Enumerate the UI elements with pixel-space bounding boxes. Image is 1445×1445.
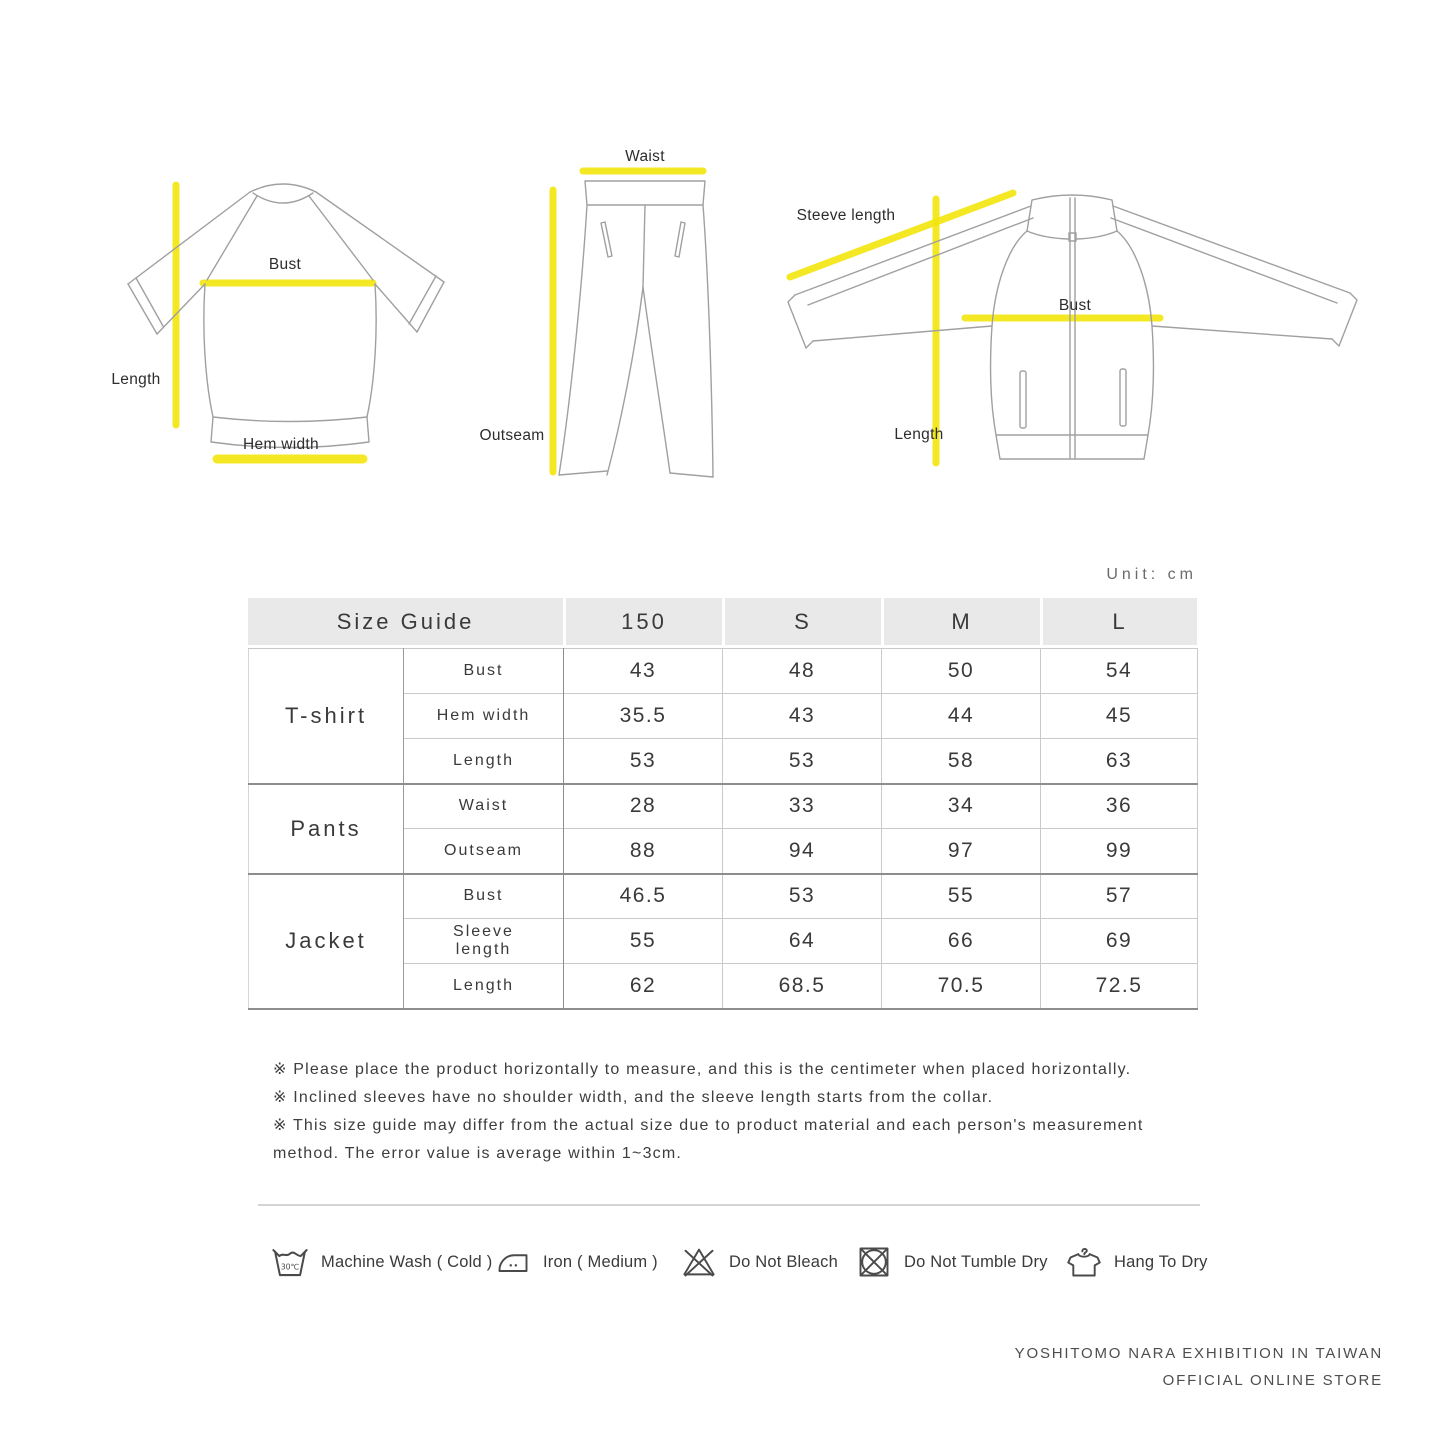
table-row bbox=[249, 874, 1198, 919]
value-cell: 66 bbox=[882, 919, 1041, 964]
value-cell: 53 bbox=[723, 874, 882, 919]
care-label: Machine Wash ( Cold ) bbox=[321, 1252, 493, 1271]
measure-label: Hem width bbox=[404, 694, 564, 739]
value-cell: 54 bbox=[1041, 649, 1198, 694]
value-cell: 35.5 bbox=[564, 694, 723, 739]
value-cell: 45 bbox=[1041, 694, 1198, 739]
jacket-bust-label: Bust bbox=[1058, 297, 1092, 314]
category-pants: Pants bbox=[249, 784, 404, 874]
measure-label bbox=[404, 919, 564, 964]
store-footer bbox=[1015, 1340, 1383, 1394]
measure-label: Length bbox=[404, 739, 564, 784]
category-tshirt: T-shirt bbox=[249, 649, 404, 784]
pants-waist-label: Waist bbox=[625, 148, 665, 165]
jacket-diagram bbox=[780, 185, 1370, 485]
care-item-do-not-tumble-dry bbox=[856, 1243, 1048, 1281]
jacket-sleeve-length-label: Steeve length bbox=[796, 207, 896, 224]
value-cell: 50 bbox=[882, 649, 1041, 694]
value-cell: 34 bbox=[882, 784, 1041, 829]
machine-wash-icon bbox=[271, 1243, 309, 1281]
size-column-s: S bbox=[722, 598, 881, 645]
note-line: ※ This size guide may differ from the actual size due to product material and each person's measurement method. The error value is average within 1~3cm. bbox=[273, 1117, 1144, 1162]
value-cell: 69 bbox=[1041, 919, 1198, 964]
measurement-notes bbox=[273, 1056, 1185, 1168]
value-cell: 94 bbox=[723, 829, 882, 874]
note-line: ※ Please place the product horizontally to measure, and this is the centimeter when placed horizontally. bbox=[273, 1061, 1132, 1078]
jacket-sleeve-highlight bbox=[790, 193, 1013, 277]
care-label: Do Not Bleach bbox=[729, 1252, 838, 1271]
measure-label: Bust bbox=[404, 649, 564, 694]
care-item-hang-to-dry bbox=[1066, 1243, 1208, 1281]
size-table bbox=[248, 648, 1198, 1010]
value-cell: 58 bbox=[882, 739, 1041, 784]
value-cell: 43 bbox=[723, 694, 882, 739]
care-label: Iron ( Medium ) bbox=[543, 1252, 658, 1271]
care-item-do-not-bleach bbox=[681, 1243, 838, 1281]
category-jacket: Jacket bbox=[249, 874, 404, 1009]
value-cell: 48 bbox=[723, 649, 882, 694]
care-label: Hang To Dry bbox=[1114, 1252, 1208, 1271]
value-cell: 72.5 bbox=[1041, 964, 1198, 1009]
care-item-machine-wash bbox=[271, 1243, 492, 1281]
iron-icon bbox=[495, 1244, 531, 1280]
value-cell: 28 bbox=[564, 784, 723, 829]
value-cell: 33 bbox=[723, 784, 882, 829]
value-cell: 70.5 bbox=[882, 964, 1041, 1009]
value-cell: 88 bbox=[564, 829, 723, 874]
care-item-iron bbox=[495, 1243, 658, 1281]
hang-to-dry-icon bbox=[1066, 1244, 1102, 1280]
value-cell: 46.5 bbox=[564, 874, 723, 919]
size-table-header bbox=[248, 598, 1197, 645]
tshirt-length-label: Length bbox=[111, 371, 161, 388]
value-cell: 63 bbox=[1041, 739, 1198, 784]
size-column-l: L bbox=[1040, 598, 1197, 645]
footer-line1: YOSHITOMO NARA EXHIBITION IN TAIWAN bbox=[1014, 1345, 1383, 1362]
measure-label: Waist bbox=[404, 784, 564, 829]
note-line: ※ Inclined sleeves have no shoulder width, and the sleeve length starts from the collar. bbox=[273, 1089, 994, 1106]
unit-label: Unit: cm bbox=[1106, 566, 1197, 583]
tshirt-hem-width-label: Hem width bbox=[243, 436, 319, 453]
tshirt-bust-label: Bust bbox=[268, 256, 302, 273]
value-cell: 55 bbox=[882, 874, 1041, 919]
size-column-m: M bbox=[881, 598, 1040, 645]
section-divider bbox=[258, 1204, 1200, 1206]
measure-label: Length bbox=[404, 964, 564, 1009]
size-guide-title: Size Guide bbox=[248, 598, 563, 645]
jacket-length-label: Length bbox=[894, 426, 944, 443]
jacket-outline bbox=[788, 195, 1357, 459]
table-row bbox=[249, 784, 1198, 829]
table-row bbox=[249, 649, 1198, 694]
value-cell: 57 bbox=[1041, 874, 1198, 919]
value-cell: 64 bbox=[723, 919, 882, 964]
do-not-bleach-icon bbox=[681, 1244, 717, 1280]
value-cell: 68.5 bbox=[723, 964, 882, 1009]
tshirt-diagram bbox=[100, 165, 470, 465]
value-cell: 36 bbox=[1041, 784, 1198, 829]
value-cell: 53 bbox=[723, 739, 882, 784]
value-cell: 43 bbox=[564, 649, 723, 694]
care-label: Do Not Tumble Dry bbox=[904, 1252, 1048, 1271]
value-cell: 44 bbox=[882, 694, 1041, 739]
value-cell: 62 bbox=[564, 964, 723, 1009]
size-table-body bbox=[248, 648, 1198, 1010]
measure-label: Bust bbox=[404, 874, 564, 919]
pants-outseam-label: Outseam bbox=[479, 427, 545, 444]
measure-label: Outseam bbox=[404, 829, 564, 874]
value-cell: 97 bbox=[882, 829, 1041, 874]
value-cell: 53 bbox=[564, 739, 723, 784]
value-cell: 55 bbox=[564, 919, 723, 964]
pants-outline bbox=[559, 181, 713, 477]
measure-label-text: Sleeve length bbox=[453, 922, 514, 958]
wash-temperature: 30℃ bbox=[280, 1262, 300, 1272]
value-cell: 99 bbox=[1041, 829, 1198, 874]
size-column-150: 150 bbox=[563, 598, 722, 645]
do-not-tumble-dry-icon bbox=[856, 1244, 892, 1280]
footer-line2: OFFICIAL ONLINE STORE bbox=[1162, 1372, 1383, 1389]
